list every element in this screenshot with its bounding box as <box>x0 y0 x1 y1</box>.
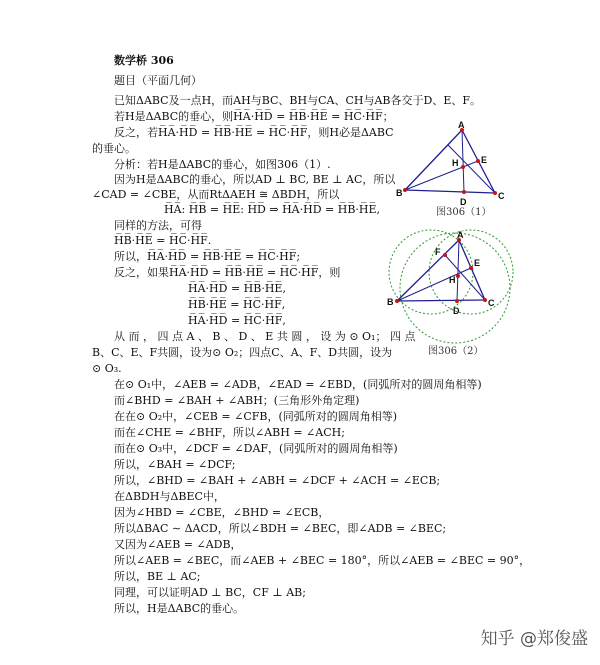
circle-o3 <box>429 230 513 314</box>
point-d <box>462 190 466 194</box>
text-line: 所以，∠BHD = ∠BAH + ∠ABH = ∠DCF + ∠ACH = ∠ECB; <box>114 474 441 487</box>
point-f <box>443 253 447 257</box>
label-b: B <box>396 188 403 198</box>
point-h <box>461 165 465 169</box>
document-title: 数学桥 306 <box>114 54 174 67</box>
label-e: E <box>481 155 488 165</box>
text-line: 所以，BE ⊥ AC; <box>114 570 201 583</box>
altitude-be <box>405 161 478 190</box>
point-c <box>483 298 487 302</box>
conclusion-line: 所以，H是ΔABC的垂心。 <box>114 602 245 615</box>
text-line: 若H是ΔABC的垂心，则H̅A̅·H̅D̅ = H̅B̅·H̅E̅ = H̅C̅·H̅F̅； <box>114 110 394 123</box>
point-b <box>403 188 407 192</box>
figure-306-2 <box>385 228 520 346</box>
figure-306-1 <box>392 120 512 210</box>
circle-o2 <box>400 233 510 343</box>
label-a: A <box>457 230 464 240</box>
altitude-cf <box>448 145 495 193</box>
point-d <box>455 299 459 303</box>
edge-ac <box>459 240 485 300</box>
edge-ab <box>397 240 459 301</box>
text-line: 同样的方法，可得 <box>114 219 202 232</box>
text-line: 反之，若H̅A̅·H̅D̅ = H̅B̅·H̅E̅ = H̅C̅·H̅F̅，则H必是ΔABC <box>114 126 394 139</box>
text-line: 而在∠CHE = ∠BHF，所以∠ABH = ∠ACH; <box>114 426 345 439</box>
text-line: 同理，可以证明AD ⊥ BC，CF ⊥ AB; <box>114 586 306 599</box>
text-line: ⊙ O₃. <box>92 362 122 375</box>
text-line: 而在⊙ O₃中，∠DCF = ∠DAF，(同弧所对的圆周角相等) <box>114 442 398 455</box>
label-e: E <box>474 258 481 268</box>
text-line: 在ΔBDH与ΔBEC中， <box>114 490 225 503</box>
label-a: A <box>458 120 465 130</box>
text-line: 从 而 ， 四 点 A 、 B 、 D 、 E 共 圆 ， 设 为 ⊙ O₁； 四 点 <box>114 330 416 343</box>
text-line: 已知ΔABC及一点H，而AH与BC、BH与CA、CH与AB各交于D、E、F。 <box>114 94 481 107</box>
text-line: 反之，如果H̅A̅·H̅D̅ = H̅B̅·H̅E̅ = H̅C̅·H̅F̅，则 <box>114 266 341 279</box>
label-d: D <box>460 197 467 207</box>
altitude-be <box>397 268 471 301</box>
label-c: C <box>488 298 495 308</box>
text-line: 而∠BHD = ∠BAH + ∠ABH；(三角形外角定理) <box>114 394 360 407</box>
equation-line: H̅B̅·H̅E̅ = H̅C̅·H̅F̅. <box>114 234 212 247</box>
text-line: 因为∠HBD = ∠CBE，∠BHD = ∠ECB， <box>114 506 330 519</box>
point-e <box>469 266 473 270</box>
equation-line: H̅A̅·H̅D̅ = H̅C̅·H̅F̅, <box>188 314 286 327</box>
text-line: 在⊙ O₁中，∠AEB = ∠ADB，∠EAD = ∠EBD，(同弧所对的圆周角相等) <box>114 378 482 391</box>
text-line: 又因为∠AEB = ∠ADB， <box>114 538 242 551</box>
label-h: H <box>452 158 459 168</box>
point-c <box>493 191 497 195</box>
label-b: B <box>387 297 394 307</box>
equation-line: H̅A̅: H̅B̅ = H̅E̅: H̅D̅ ⇒ H̅A̅·H̅D̅ = H̅B̅·H̅E̅, <box>164 203 381 216</box>
text-line: ∠CAD = ∠CBE，从而RtΔAEH ≅ ΔBDH，所以 <box>92 188 340 201</box>
edge-bc <box>405 190 495 193</box>
analysis-line: 分析：若H是ΔABC的垂心，如图306（1）. <box>114 158 331 171</box>
text-line: 所以ΔBAC ∼ ΔACD，所以∠BDH = ∠BEC，即∠ADB = ∠BEC; <box>114 522 447 535</box>
triangle-abc <box>397 240 485 301</box>
label-d: D <box>453 306 460 316</box>
label-h: H <box>449 275 456 285</box>
problem-heading: 题目（平面几何） <box>114 74 202 87</box>
text-line: 在在⊙ O₂中，∠CEB = ∠CFB，(同弧所对的圆周角相等) <box>114 410 398 423</box>
circles <box>389 230 513 343</box>
text-line: 所以，H̅A̅·H̅D̅ = H̅B̅·H̅E̅ = H̅C̅·H̅F̅; <box>114 250 301 263</box>
watermark: 知乎 @郑俊盛 <box>480 629 588 649</box>
point-b <box>395 299 399 303</box>
equation-line: H̅A̅·H̅D̅ = H̅B̅·H̅E̅, <box>188 282 286 295</box>
edge-bc <box>397 300 485 301</box>
figure-306-2-caption: 图306（2） <box>428 346 484 357</box>
text-line: B、C、E、F共圆，设为⊙ O₂；四点C、A、F、D共圆，设为 <box>92 346 393 359</box>
figure-306-1-caption: 图306（1） <box>436 207 492 218</box>
label-f: F <box>435 247 441 257</box>
point-e <box>476 159 480 163</box>
point-h <box>456 274 460 278</box>
text-line: 所以，∠BAH = ∠DCF; <box>114 458 236 471</box>
text-line: 所以∠AEB = ∠BEC，而∠AEB + ∠BEC = 180°，所以∠AEB = ∠BEC = 90°， <box>114 554 531 567</box>
text-line: 的垂心。 <box>92 142 136 155</box>
equation-line: H̅B̅·H̅E̅ = H̅C̅·H̅F̅, <box>188 298 286 311</box>
label-c: C <box>498 191 505 201</box>
text-line: 因为H是ΔABC的垂心，所以AD ⊥ BC, BE ⊥ AC，所以 <box>114 173 396 186</box>
